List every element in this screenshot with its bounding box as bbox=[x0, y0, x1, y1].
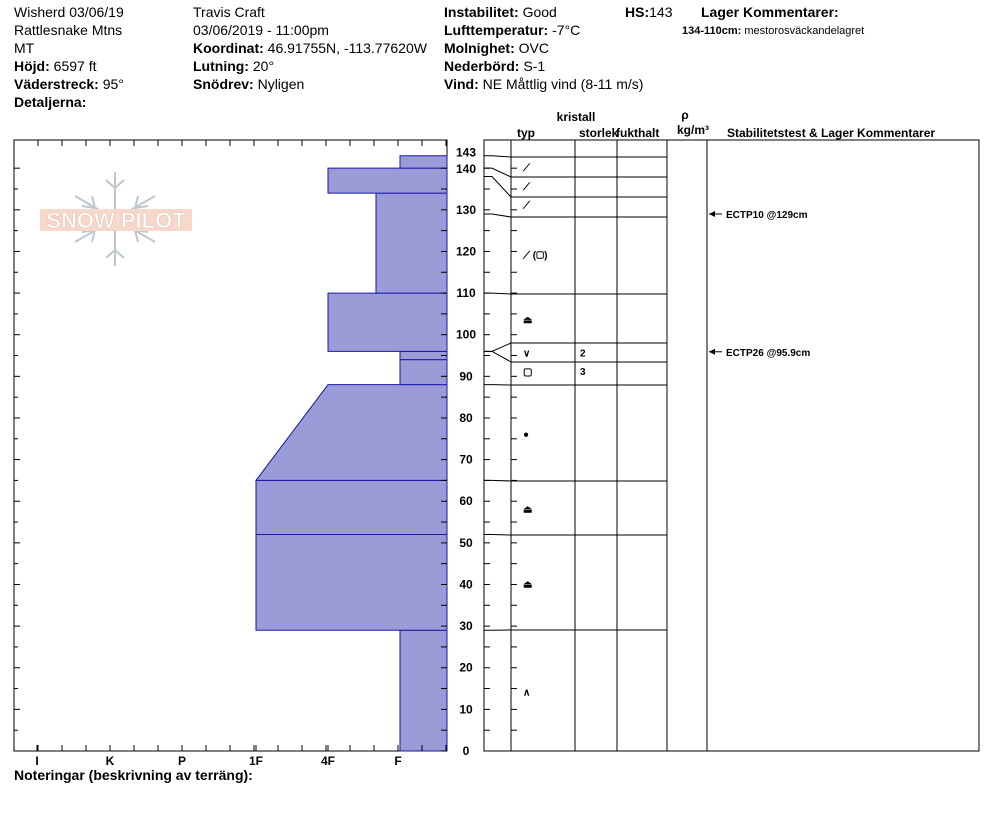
grain-size: 3 bbox=[580, 367, 586, 379]
hardness-tick-label: 1F bbox=[248, 754, 264, 768]
col-head-type: typ bbox=[517, 126, 535, 140]
instability-value: Good bbox=[522, 4, 557, 20]
precip-value: S-1 bbox=[523, 58, 546, 74]
height-tick-label: 20 bbox=[459, 660, 473, 675]
stability-test-label: ECTP26 @95.9cm bbox=[726, 347, 811, 359]
hardness-bar bbox=[400, 351, 447, 359]
grain-symbol: ● bbox=[523, 429, 530, 441]
grain-size: 2 bbox=[580, 348, 586, 360]
grain-symbol: ∨ bbox=[523, 348, 531, 360]
height-tick-label: 30 bbox=[459, 619, 473, 634]
aspect-label: Väderstreck: bbox=[14, 76, 99, 92]
hardness-bar bbox=[256, 480, 447, 534]
hardness-bar bbox=[328, 293, 447, 351]
aspect-value: 95° bbox=[102, 76, 124, 92]
col-head-size: storlek bbox=[579, 126, 619, 140]
layer-table bbox=[484, 156, 810, 699]
layer-comment-range: 134-110cm: bbox=[682, 25, 742, 37]
height-tick-label: 40 bbox=[459, 577, 473, 592]
grain-symbol: ⏏ bbox=[523, 504, 533, 516]
height-tick-label: 0 bbox=[462, 744, 470, 758]
wind-value: NE Måttlig vind (8-11 m/s) bbox=[482, 76, 644, 92]
air-temp-value: -7°C bbox=[552, 22, 581, 38]
col-head-moisture: fukthalt bbox=[616, 126, 660, 140]
height-tick-label: 70 bbox=[459, 452, 473, 467]
stability-test-label: ECTP10 @129cm bbox=[726, 209, 808, 221]
height-tick-label: 80 bbox=[459, 410, 473, 425]
cloud-value: OVC bbox=[518, 40, 549, 56]
wind-label: Vind: bbox=[444, 76, 479, 92]
height-tick-label: 130 bbox=[455, 202, 477, 217]
layer-connector bbox=[484, 351, 511, 362]
cloud-label: Molnighet: bbox=[444, 40, 515, 56]
hardness-profile bbox=[256, 156, 447, 751]
hardness-tick-label: F bbox=[394, 754, 402, 768]
layer-connector bbox=[484, 293, 511, 294]
footer-notes-label: Noteringar (beskrivning av terräng): bbox=[14, 767, 253, 783]
drift-value: Nyligen bbox=[257, 76, 305, 92]
hardness-tick-label: K bbox=[105, 754, 115, 768]
grain-symbol: ⟋ bbox=[523, 181, 530, 193]
col-head-rho: ρ bbox=[681, 108, 689, 122]
obs-datetime: 03/06/2019 - 11:00pm bbox=[193, 22, 329, 38]
observer-name: Travis Craft bbox=[193, 4, 265, 20]
precip-label: Nederbörd: bbox=[444, 58, 520, 74]
hardness-tick-label: P bbox=[177, 754, 187, 768]
snowpilot-logo bbox=[40, 172, 192, 266]
height-tick-label: 143 bbox=[455, 145, 477, 160]
grain-symbol: ⟋ bbox=[523, 163, 530, 175]
grain-symbol: ▢ bbox=[523, 367, 533, 379]
hardness-bar bbox=[328, 168, 447, 193]
grain-symbol: ⏏ bbox=[523, 315, 533, 327]
coord-label: Koordinat: bbox=[193, 40, 264, 56]
grain-symbol: ∧ bbox=[523, 687, 531, 699]
height-tick-label: 140 bbox=[455, 162, 477, 177]
slope-label: Lutning: bbox=[193, 58, 249, 74]
hs-label: HS: bbox=[625, 4, 650, 20]
arrow-head-icon bbox=[709, 349, 715, 355]
height-tick-label: 120 bbox=[455, 244, 477, 259]
grain-symbol: ⏏ bbox=[523, 579, 533, 591]
col-head-crystal: kristall bbox=[556, 110, 596, 124]
slope-value: 20° bbox=[252, 58, 275, 74]
layer-connector bbox=[484, 177, 511, 197]
logo-text: SNOW PILOT bbox=[46, 208, 186, 233]
height-tick-label: 60 bbox=[459, 494, 473, 509]
hardness-tick-label: I bbox=[35, 754, 39, 768]
hardness-tick-label: 4F bbox=[320, 754, 336, 768]
col-head-density: kg/m³ bbox=[676, 123, 710, 137]
hardness-bar bbox=[400, 630, 447, 751]
layer-connector bbox=[484, 480, 511, 481]
col-head-stability: Stabilitetstest & Lager Kommentarer bbox=[727, 126, 936, 140]
air-temp-label: Lufttemperatur: bbox=[444, 22, 549, 38]
hardness-bar bbox=[400, 360, 447, 385]
grain-symbol: ⟋ bbox=[523, 200, 530, 212]
height-tick-label: 110 bbox=[456, 286, 476, 301]
observer-date: Wisherd 03/06/19 bbox=[14, 4, 124, 20]
elevation-value: 6597 ft bbox=[53, 58, 97, 74]
height-tick-label: 100 bbox=[455, 327, 477, 342]
hardness-bar bbox=[400, 156, 447, 168]
elevation-label: Höjd: bbox=[14, 58, 50, 74]
layer-connector bbox=[484, 156, 511, 157]
hs-value: 143 bbox=[649, 4, 673, 20]
state: MT bbox=[14, 40, 35, 56]
layer-connector bbox=[484, 214, 511, 217]
height-tick-label: 90 bbox=[459, 369, 473, 384]
location: Rattlesnake Mtns bbox=[14, 22, 123, 38]
layer-comment-text: mestorosväckandelagret bbox=[744, 25, 865, 37]
hardness-bar bbox=[256, 535, 447, 631]
layer-connector bbox=[484, 168, 511, 177]
layer-table-frame bbox=[484, 140, 979, 751]
height-tick-label: 10 bbox=[459, 702, 473, 717]
hardness-bar bbox=[256, 385, 447, 481]
coord-value: 46.91755N, -113.77620W bbox=[267, 40, 427, 56]
layer-comments-label: Lager Kommentarer: bbox=[701, 4, 839, 20]
details-label: Detaljerna: bbox=[14, 94, 87, 110]
hardness-bar bbox=[376, 193, 447, 293]
instability-label: Instabilitet: bbox=[444, 4, 519, 20]
grain-symbol: ⟋ (▢) bbox=[523, 250, 548, 262]
layer-connector bbox=[484, 343, 511, 351]
height-tick-label: 50 bbox=[459, 535, 473, 550]
drift-label: Snödrev: bbox=[193, 76, 254, 92]
arrow-head-icon bbox=[709, 211, 715, 217]
